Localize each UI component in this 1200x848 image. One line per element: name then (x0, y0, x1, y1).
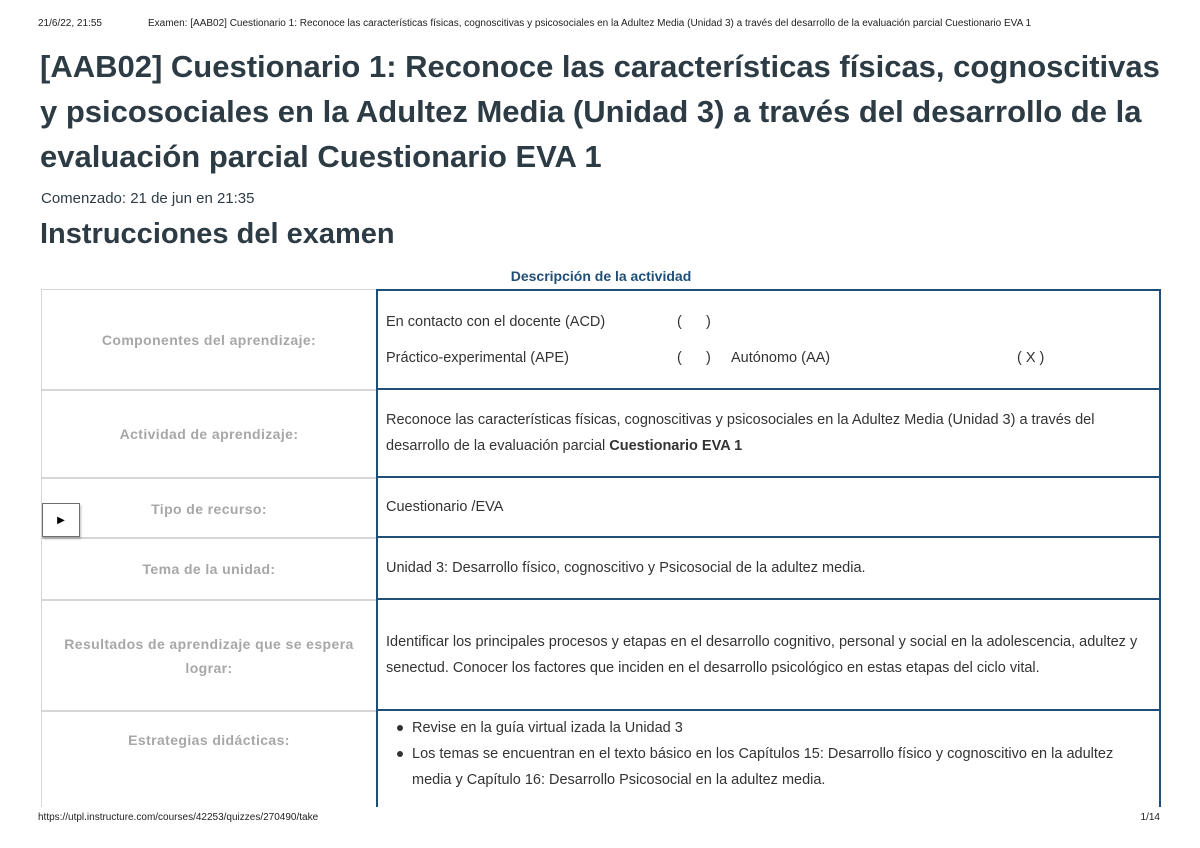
list-item: Revise en la guía virtual izada la Unidad 3 (386, 715, 1151, 741)
component-ape: Práctico-experimental (APE) (386, 349, 569, 366)
strategies-list (386, 715, 1151, 793)
print-header (38, 18, 1160, 29)
strategies-value (376, 711, 1161, 807)
play-button[interactable] (42, 503, 80, 537)
print-date: 21/6/22, 21:55 (38, 18, 102, 29)
table-row-topic (41, 538, 1161, 600)
table-row-resource (41, 478, 1161, 538)
component-ape-mark: ( ) (677, 349, 711, 366)
component-aa-mark: ( X ) (1017, 349, 1045, 366)
component-aa: Autónomo (AA) (731, 349, 831, 366)
activity-label: Actividad de aprendizaje: (41, 390, 376, 478)
started-timestamp: Comenzado: 21 de jun en 21:35 (41, 190, 255, 207)
components-value (376, 289, 1161, 390)
instructions-heading: Instrucciones del examen (40, 218, 395, 250)
table-row-activity (41, 390, 1161, 478)
results-value: Identificar los principales procesos y etapas en el desarrollo cognitivo, personal y social en la adolescencia, adultez y senectud. Conocer los factores que inciden en el desarrollo psicológico en estas etapas del ciclo vital. (376, 600, 1161, 711)
table-row-components (41, 289, 1161, 390)
results-label: Resultados de aprendizaje que se espera lograr: (41, 600, 376, 711)
resource-value: Cuestionario /EVA (376, 478, 1161, 538)
print-footer (38, 812, 1160, 823)
print-url: https://utpl.instructure.com/courses/42253/quizzes/270490/take (38, 812, 319, 823)
play-icon: ▶ (57, 514, 65, 526)
component-acd: En contacto con el docente (ACD) (386, 313, 606, 330)
activity-value (376, 390, 1161, 478)
list-item: Los temas se encuentran en el texto básico en los Capítulos 15: Desarrollo físico y cognoscitivo en la adultez media y Capítulo 16: Desarrollo Psicosocial en la adultez media. (386, 741, 1151, 793)
resource-label: Tipo de recurso: (41, 478, 376, 538)
print-page-title: Examen: [AAB02] Cuestionario 1: Reconoce las características físicas, cognoscitivas y psicosociales en la Adultez Media (Unidad 3) a través del desarrollo de la evaluación parcial Cuestionario EVA 1 (148, 18, 1032, 29)
print-page-number: 1/14 (1140, 812, 1160, 823)
table-caption: Descripción de la actividad (510, 268, 692, 284)
quiz-title: [AAB02] Cuestionario 1: Reconoce las características físicas, cognoscitivas y psicosociales en la Adultez Media (Unidad 3) a través del desarrollo de la evaluación parcial Cuestionario EVA 1 (40, 49, 1160, 174)
activity-bold-text: Cuestionario EVA 1 (609, 438, 743, 454)
component-acd-mark: ( ) (677, 313, 711, 330)
topic-value: Unidad 3: Desarrollo físico, cognoscitivo y Psicosocial de la adultez media. (376, 538, 1161, 600)
strategies-label: Estrategias didácticas: (41, 711, 376, 807)
table-row-strategies (41, 711, 1161, 807)
components-label: Componentes del aprendizaje: (41, 289, 376, 390)
table-row-results (41, 600, 1161, 711)
topic-label: Tema de la unidad: (41, 538, 376, 600)
activity-text: Reconoce las características físicas, cognoscitivas y psicosociales en la Adultez Media (Unidad 3) a través del desarrollo de la evaluación parcial (386, 412, 1095, 454)
